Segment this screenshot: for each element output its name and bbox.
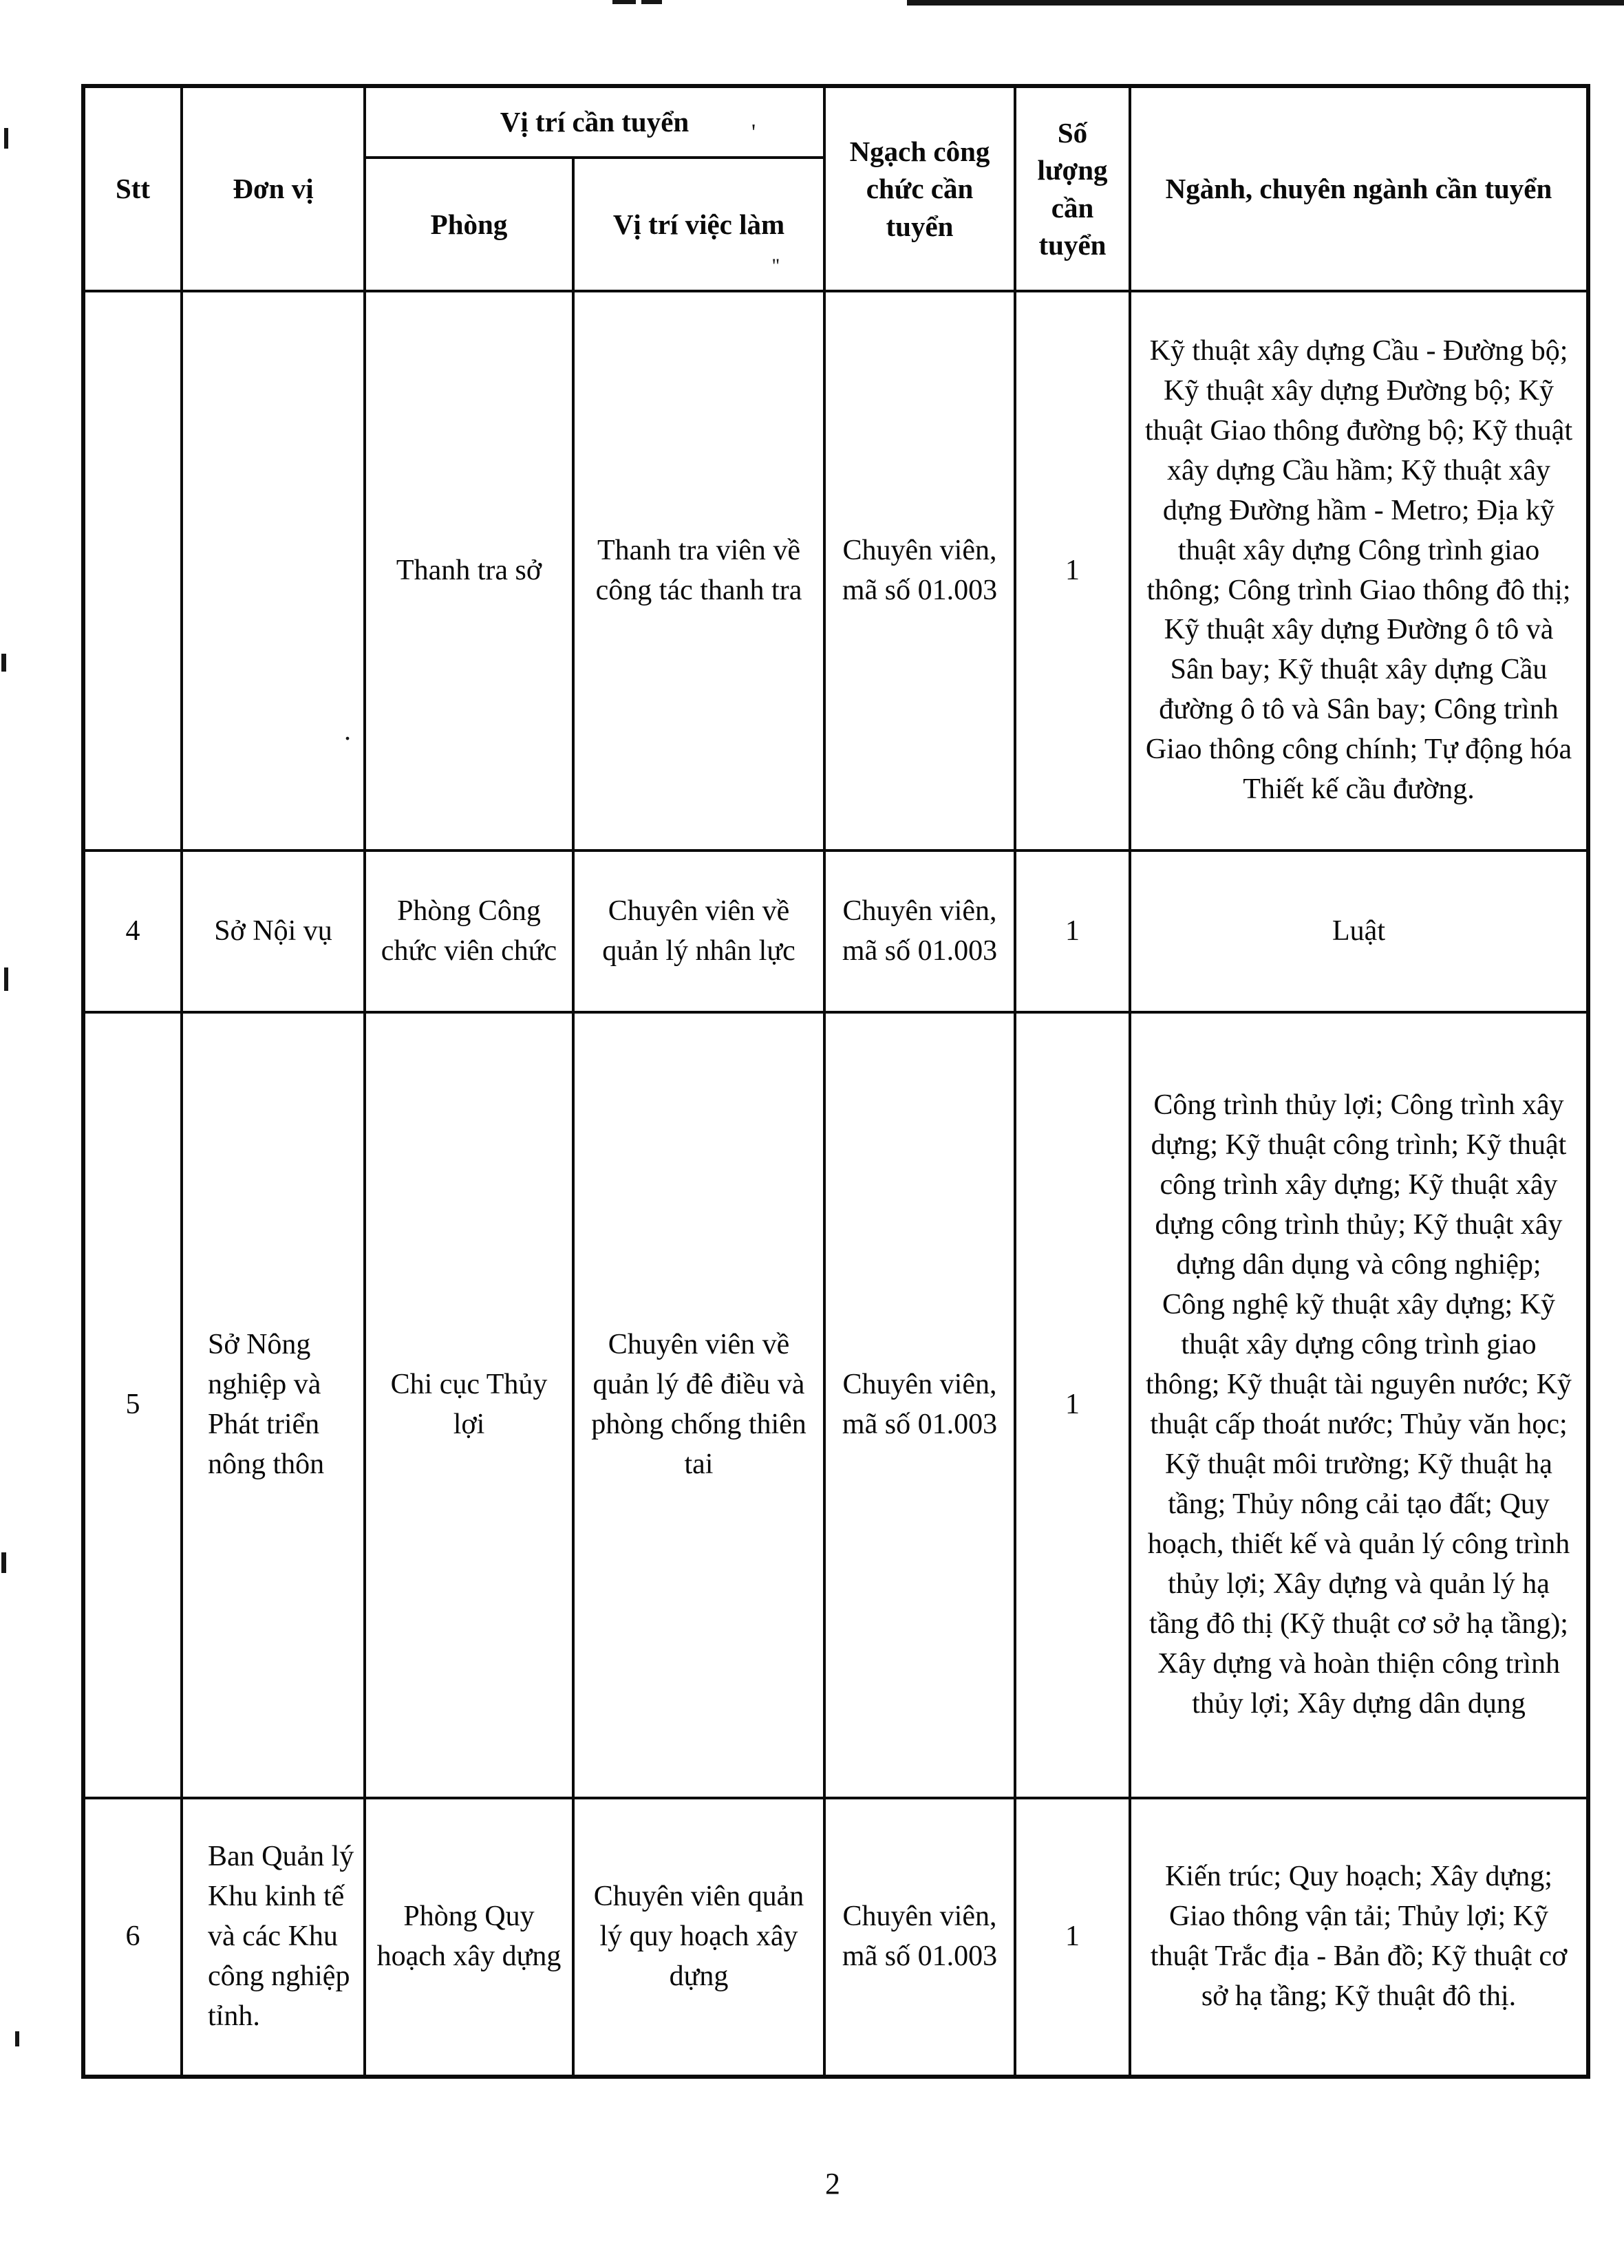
scan-artifact-mark <box>15 2031 19 2046</box>
scan-artifact-mark <box>1 1552 6 1573</box>
cell-nganh: Kiến trúc; Quy hoạch; Xây dựng; Giao thông vận tải; Thủy lợi; Kỹ thuật Trắc địa - Bản đồ; Kỹ thuật cơ sở hạ tầng; Kỹ thuật đô thị. <box>1130 1798 1588 2077</box>
cell-stt: 5 <box>83 1012 182 1798</box>
recruitment-table <box>81 84 1590 2079</box>
table-row <box>83 850 1588 1012</box>
cell-ngach: Chuyên viên, mã số 01.003 <box>824 850 1015 1012</box>
scan-artifact-dot: . <box>344 715 351 746</box>
cell-vi-tri-viec-lam: Chuyên viên về quản lý đê điều và phòng chống thiên tai <box>573 1012 824 1798</box>
scan-artifact-mark <box>1 654 6 672</box>
header-vi-tri-viec-lam: Vị trí việc làm <box>573 158 824 291</box>
header-so-luong: Số lượng cần tuyển <box>1015 86 1130 291</box>
scan-artifact-dash <box>612 0 636 4</box>
header-stt: Stt <box>83 86 182 291</box>
header-ngach-cong-chuc: Ngạch công chức cần tuyển <box>824 86 1015 291</box>
cell-so-luong: 1 <box>1015 850 1130 1012</box>
cell-phong: Phòng Quy hoạch xây dựng <box>365 1798 573 2077</box>
cell-stt: 4 <box>83 850 182 1012</box>
scan-artifact-dash <box>641 0 662 4</box>
header-nganh: Ngành, chuyên ngành cần tuyển <box>1130 86 1588 291</box>
cell-phong: Chi cục Thủy lợi <box>365 1012 573 1798</box>
scan-artifact-mark <box>4 967 8 991</box>
cell-vi-tri-viec-lam: Chuyên viên quản lý quy hoạch xây dựng <box>573 1798 824 2077</box>
scan-artifact-tick: '' <box>772 255 780 277</box>
cell-ngach: Chuyên viên, mã số 01.003 <box>824 1012 1015 1798</box>
header-don-vi: Đơn vị <box>182 86 365 291</box>
cell-vi-tri-viec-lam: Chuyên viên về quản lý nhân lực <box>573 850 824 1012</box>
cell-so-luong: 1 <box>1015 291 1130 850</box>
header-vi-tri-can-tuyen: Vị trí cần tuyển <box>365 86 824 158</box>
cell-don-vi: Sở Nội vụ <box>182 850 365 1012</box>
cell-stt <box>83 291 182 850</box>
cell-nganh: Luật <box>1130 850 1588 1012</box>
cell-so-luong: 1 <box>1015 1012 1130 1798</box>
cell-ngach: Chuyên viên, mã số 01.003 <box>824 1798 1015 2077</box>
cell-nganh: Công trình thủy lợi; Công trình xây dựng; Kỹ thuật công trình; Kỹ thuật công trình xây dựng; Kỹ thuật xây dựng công trình thủy; Kỹ thuật xây dựng dân dụng và công nghiệp; Công nghệ kỹ thuật xây dựng; Kỹ thuật xây dựng công trình giao thông; Kỹ thuật tài nguyên nước; Kỹ thuật cấp thoát nước; Thủy văn học; Kỹ thuật môi trường; Kỹ thuật hạ tầng; Thủy nông cải tạo đất; Quy hoạch, thiết kế và quản lý công trình thủy lợi; Xây dựng và quản lý hạ tầng đô thị (Kỹ thuật cơ sở hạ tầng); Xây dựng và hoàn thiện công trình thủy lợi; Xây dựng dân dụng <box>1130 1012 1588 1798</box>
cell-nganh: Kỹ thuật xây dựng Cầu - Đường bộ; Kỹ thuật xây dựng Đường bộ; Kỹ thuật Giao thông đường bộ; Kỹ thuật xây dựng Cầu hầm; Kỹ thuật xây dựng Đường hầm - Metro; Địa kỹ thuật xây dựng Công trình giao thông; Công trình Giao thông đô thị; Kỹ thuật xây dựng Đường ô tô và Sân bay; Kỹ thuật xây dựng Cầu đường ô tô và Sân bay; Công trình Giao thông công chính; Tự động hóa Thiết kế cầu đường. <box>1130 291 1588 850</box>
scan-artifact-tick: ' <box>751 120 756 145</box>
cell-ngach: Chuyên viên, mã số 01.003 <box>824 291 1015 850</box>
cell-don-vi: Ban Quản lý Khu kinh tế và các Khu công nghiệp tỉnh. <box>182 1798 365 2077</box>
table-row <box>83 1012 1588 1798</box>
cell-so-luong: 1 <box>1015 1798 1130 2077</box>
page-number: 2 <box>825 2167 840 2201</box>
cell-vi-tri-viec-lam: Thanh tra viên về công tác thanh tra <box>573 291 824 850</box>
cell-don-vi <box>182 291 365 850</box>
scan-artifact-top-line <box>907 0 1624 6</box>
cell-stt: 6 <box>83 1798 182 2077</box>
table-row <box>83 1798 1588 2077</box>
header-phong: Phòng <box>365 158 573 291</box>
cell-phong: Thanh tra sở <box>365 291 573 850</box>
table-row <box>83 291 1588 850</box>
cell-don-vi: Sở Nông nghiệp và Phát triển nông thôn <box>182 1012 365 1798</box>
scan-artifact-mark <box>4 128 8 149</box>
cell-phong: Phòng Công chức viên chức <box>365 850 573 1012</box>
